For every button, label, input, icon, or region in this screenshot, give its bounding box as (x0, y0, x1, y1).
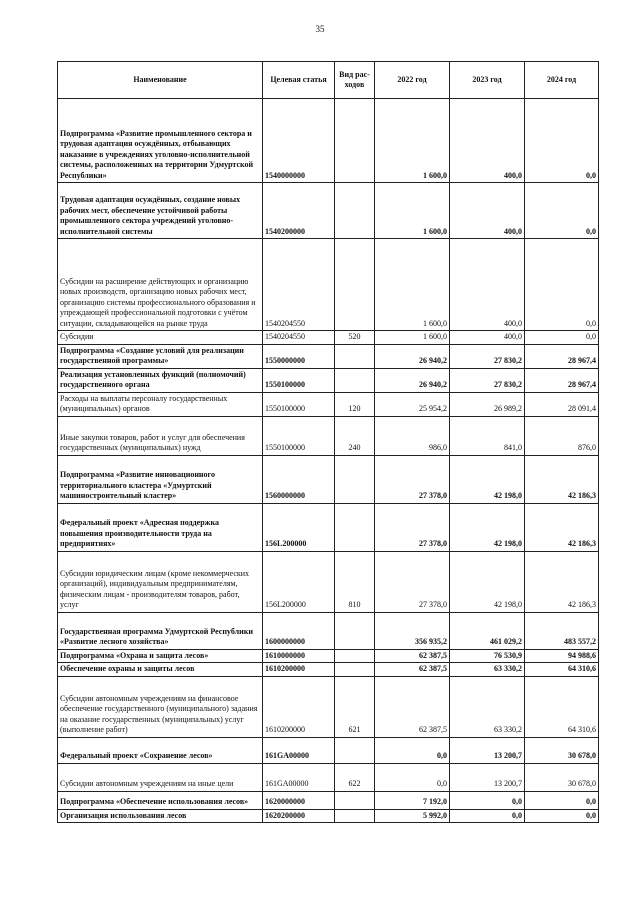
table-row (58, 551, 599, 612)
table-row (58, 737, 599, 763)
row-2023-cell: 13 200,7 (450, 763, 525, 791)
row-2022-cell: 356 935,2 (375, 612, 450, 649)
row-2023-cell: 42 198,0 (450, 551, 525, 612)
row-vid-cell (335, 99, 375, 183)
table-row (58, 763, 599, 791)
row-vid-cell: 120 (335, 392, 375, 416)
row-code-cell: 1550100000 (263, 368, 335, 392)
row-2023-cell: 400,0 (450, 239, 525, 331)
table-header-row (58, 62, 599, 99)
row-2023-cell: 63 330,2 (450, 676, 525, 737)
row-2024-cell: 94 988,6 (525, 649, 599, 663)
row-2024-cell: 483 557,2 (525, 612, 599, 649)
row-2023-cell: 461 029,2 (450, 612, 525, 649)
table-row (58, 331, 599, 345)
table-row (58, 649, 599, 663)
row-code-cell: 161GA00000 (263, 737, 335, 763)
row-name-cell: Подпрограмма «Развитие инновационного территориального кластера «Удмуртский машиностроительный кластер» (58, 455, 263, 503)
row-vid-cell: 810 (335, 551, 375, 612)
row-2023-cell: 0,0 (450, 791, 525, 809)
row-name-cell: Субсидии юридическим лицам (кроме некоммерческих организаций), индивидуальным предпринимателям, физическим лицам - производителям товаров, работ, услуг (58, 551, 263, 612)
header-2023: 2023 год (450, 62, 525, 99)
table-row (58, 344, 599, 368)
table-row (58, 392, 599, 416)
row-2024-cell: 64 310,6 (525, 676, 599, 737)
table-row (58, 99, 599, 183)
table-row (58, 455, 599, 503)
table-body (58, 99, 599, 823)
row-name-cell: Субсидии автономным учреждениям на иные цели (58, 763, 263, 791)
row-2023-cell: 27 830,2 (450, 344, 525, 368)
row-vid-cell (335, 612, 375, 649)
row-code-cell: 1620200000 (263, 809, 335, 823)
row-2023-cell: 76 530,9 (450, 649, 525, 663)
row-code-cell: 1610000000 (263, 649, 335, 663)
row-vid-cell (335, 791, 375, 809)
row-name-cell: Подпрограмма «Создание условий для реализации государственной программы» (58, 344, 263, 368)
table-row (58, 663, 599, 677)
row-2024-cell: 0,0 (525, 99, 599, 183)
row-code-cell: 1550100000 (263, 416, 335, 455)
row-2024-cell: 0,0 (525, 809, 599, 823)
header-2022: 2022 год (375, 62, 450, 99)
table-row (58, 239, 599, 331)
row-2022-cell: 62 387,5 (375, 649, 450, 663)
header-2024: 2024 год (525, 62, 599, 99)
table-row (58, 612, 599, 649)
row-2024-cell: 30 678,0 (525, 737, 599, 763)
row-name-cell: Субсидии на расширение действующих и организацию новых производств, организацию новых рабочих мест, организацию системы профессионального образования и упреждающей профессиональной подготовки с учётом ситуации, складывающейся на рынке труда (58, 239, 263, 331)
row-code-cell: 1600000000 (263, 612, 335, 649)
row-code-cell: 1540000000 (263, 99, 335, 183)
row-vid-cell: 622 (335, 763, 375, 791)
budget-table (57, 61, 599, 823)
header-name: Наименование (58, 62, 263, 99)
row-2024-cell: 0,0 (525, 791, 599, 809)
row-2024-cell: 0,0 (525, 239, 599, 331)
table-row (58, 791, 599, 809)
row-code-cell: 1550000000 (263, 344, 335, 368)
row-vid-cell (335, 663, 375, 677)
row-name-cell: Государственная программа Удмуртской Республики «Развитие лесного хозяйства» (58, 612, 263, 649)
row-2022-cell: 27 378,0 (375, 455, 450, 503)
row-vid-cell (335, 503, 375, 551)
row-2022-cell: 1 600,0 (375, 239, 450, 331)
row-2024-cell: 28 967,4 (525, 368, 599, 392)
row-2022-cell: 27 378,0 (375, 503, 450, 551)
header-code: Целевая статья (263, 62, 335, 99)
row-vid-cell (335, 737, 375, 763)
row-name-cell: Федеральный проект «Адресная поддержка повышения производительности труда на предприятиях» (58, 503, 263, 551)
row-2023-cell: 841,0 (450, 416, 525, 455)
row-vid-cell (335, 809, 375, 823)
table-row (58, 183, 599, 239)
row-2022-cell: 27 378,0 (375, 551, 450, 612)
row-code-cell: 156L200000 (263, 503, 335, 551)
row-2022-cell: 5 992,0 (375, 809, 450, 823)
row-code-cell: 1540200000 (263, 183, 335, 239)
row-vid-cell: 621 (335, 676, 375, 737)
row-name-cell: Федеральный проект «Сохранение лесов» (58, 737, 263, 763)
row-2023-cell: 27 830,2 (450, 368, 525, 392)
row-name-cell: Трудовая адаптация осуждённых, создание новых рабочих мест, обеспечение устойчивой работы промышленного сектора учреждений уголовно-исполнительной системы (58, 183, 263, 239)
row-2022-cell: 0,0 (375, 737, 450, 763)
table-row (58, 416, 599, 455)
row-vid-cell (335, 649, 375, 663)
row-2022-cell: 0,0 (375, 763, 450, 791)
row-name-cell: Организация использования лесов (58, 809, 263, 823)
row-2024-cell: 42 186,3 (525, 455, 599, 503)
row-name-cell: Реализация установленных функций (полномочий) государственного органа (58, 368, 263, 392)
row-2024-cell: 28 967,4 (525, 344, 599, 368)
row-2024-cell: 42 186,3 (525, 503, 599, 551)
row-code-cell: 156L200000 (263, 551, 335, 612)
row-2022-cell: 26 940,2 (375, 344, 450, 368)
row-vid-cell (335, 239, 375, 331)
row-vid-cell: 240 (335, 416, 375, 455)
row-2024-cell: 876,0 (525, 416, 599, 455)
row-code-cell: 1560000000 (263, 455, 335, 503)
row-2023-cell: 400,0 (450, 99, 525, 183)
row-2024-cell: 28 091,4 (525, 392, 599, 416)
row-2022-cell: 1 600,0 (375, 183, 450, 239)
row-code-cell: 1540204550 (263, 331, 335, 345)
row-2022-cell: 26 940,2 (375, 368, 450, 392)
table-row (58, 809, 599, 823)
row-name-cell: Подпрограмма «Охрана и защита лесов» (58, 649, 263, 663)
row-code-cell: 1550100000 (263, 392, 335, 416)
row-2024-cell: 64 310,6 (525, 663, 599, 677)
row-name-cell: Подпрограмма «Обеспечение использования лесов» (58, 791, 263, 809)
row-2023-cell: 400,0 (450, 331, 525, 345)
header-vid: Вид рас-ходов (335, 62, 375, 99)
row-2024-cell: 0,0 (525, 331, 599, 345)
row-vid-cell: 520 (335, 331, 375, 345)
row-2023-cell: 400,0 (450, 183, 525, 239)
row-name-cell: Иные закупки товаров, работ и услуг для обеспечения государственных (муниципальных) нужд (58, 416, 263, 455)
table-row (58, 676, 599, 737)
table-row (58, 368, 599, 392)
table-row (58, 503, 599, 551)
row-code-cell: 1620000000 (263, 791, 335, 809)
row-2022-cell: 7 192,0 (375, 791, 450, 809)
row-2022-cell: 25 954,2 (375, 392, 450, 416)
row-2022-cell: 1 600,0 (375, 99, 450, 183)
row-vid-cell (335, 368, 375, 392)
row-code-cell: 1540204550 (263, 239, 335, 331)
row-vid-cell (335, 183, 375, 239)
row-code-cell: 161GA00000 (263, 763, 335, 791)
row-vid-cell (335, 455, 375, 503)
row-name-cell: Обеспечение охраны и защиты лесов (58, 663, 263, 677)
row-2023-cell: 63 330,2 (450, 663, 525, 677)
row-code-cell: 1610200000 (263, 663, 335, 677)
row-2022-cell: 1 600,0 (375, 331, 450, 345)
row-2023-cell: 42 198,0 (450, 455, 525, 503)
row-2024-cell: 30 678,0 (525, 763, 599, 791)
row-2022-cell: 62 387,5 (375, 676, 450, 737)
row-2023-cell: 42 198,0 (450, 503, 525, 551)
row-2022-cell: 986,0 (375, 416, 450, 455)
row-vid-cell (335, 344, 375, 368)
row-2023-cell: 13 200,7 (450, 737, 525, 763)
row-name-cell: Подпрограмма «Развитие промышленного сектора и трудовая адаптация осуждённых, отбывающих наказание в учреждениях уголовно-исполнительной системы, расположенных на территории Удмуртской Республики» (58, 99, 263, 183)
row-name-cell: Субсидии автономным учреждениям на финансовое обеспечение государственного (муниципального) задания на оказание государственных (муниципальных) услуг (выполнение работ) (58, 676, 263, 737)
row-2023-cell: 0,0 (450, 809, 525, 823)
page-number: 35 (315, 24, 325, 34)
row-2023-cell: 26 989,2 (450, 392, 525, 416)
row-code-cell: 1610200000 (263, 676, 335, 737)
row-2024-cell: 42 186,3 (525, 551, 599, 612)
row-2022-cell: 62 387,5 (375, 663, 450, 677)
row-name-cell: Расходы на выплаты персоналу государственных (муниципальных) органов (58, 392, 263, 416)
row-name-cell: Субсидии (58, 331, 263, 345)
row-2024-cell: 0,0 (525, 183, 599, 239)
